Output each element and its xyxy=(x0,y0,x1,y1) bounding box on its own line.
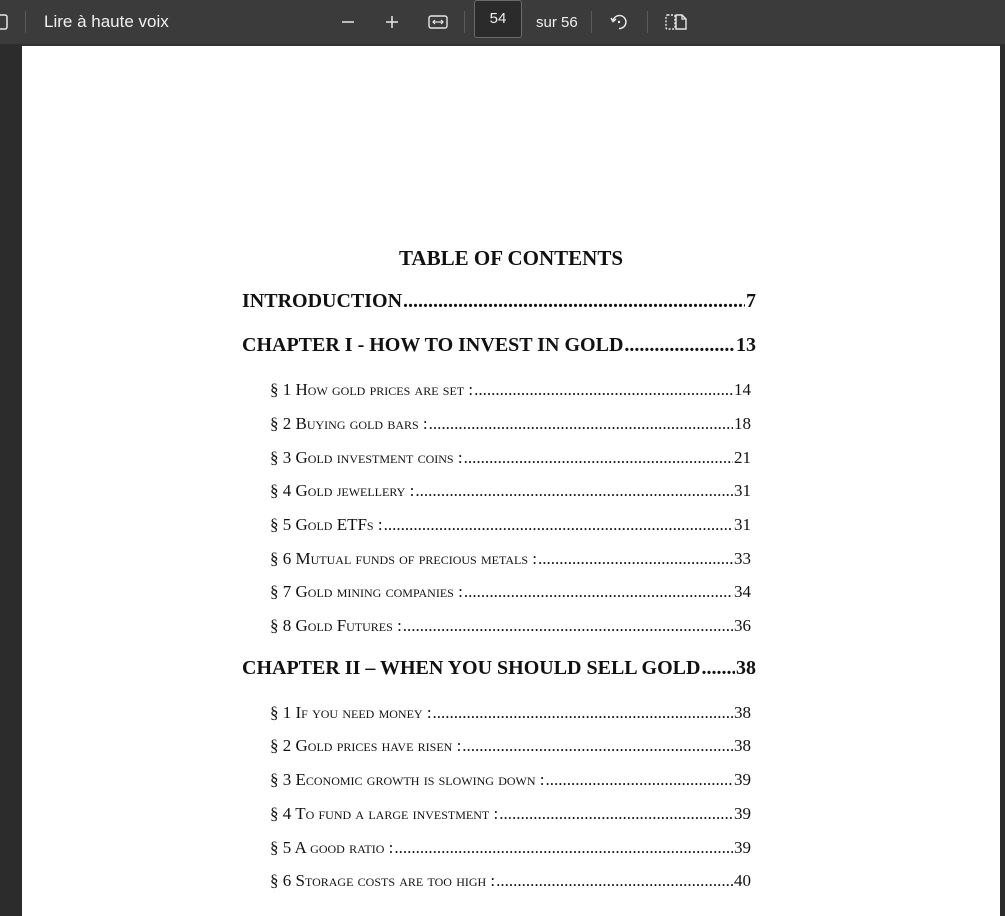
zoom-out-button[interactable] xyxy=(340,0,356,44)
toc-entry-page: 34 xyxy=(734,582,751,601)
page-number-input[interactable] xyxy=(474,0,522,38)
toc-entry-label: § 1 How gold prices are set : xyxy=(270,380,474,399)
read-aloud-button[interactable] xyxy=(44,0,169,44)
toc-entry-page: 40 xyxy=(734,871,751,890)
toc-entry-page: 38 xyxy=(734,736,751,755)
toc-entry[interactable] xyxy=(270,448,751,468)
left-panel-edge xyxy=(0,44,22,916)
toc-entry-label: CHAPTER II – WHEN YOU SHOULD SELL GOLD xyxy=(242,657,701,679)
toc-leader xyxy=(429,414,733,434)
toc-entry-label: § 6 Storage costs are too high : xyxy=(270,871,496,890)
toc-entry[interactable] xyxy=(270,515,751,535)
page-total: sur 56 xyxy=(536,13,578,31)
toc-entry-page: 14 xyxy=(734,380,751,399)
toc-leader xyxy=(499,804,733,824)
toc-leader xyxy=(384,515,733,535)
toc-entry[interactable] xyxy=(270,582,751,602)
toc-leader xyxy=(546,770,733,790)
toc-leader xyxy=(403,290,745,313)
toc-entry[interactable] xyxy=(242,334,756,357)
toc-entry[interactable] xyxy=(270,414,751,434)
toc-entry-page: 39 xyxy=(734,838,751,857)
sidebar-icon xyxy=(0,14,8,30)
toc-entry-page: 7 xyxy=(746,290,756,312)
toc-entry-page: 38 xyxy=(736,657,756,679)
toc-entry-page: 36 xyxy=(734,616,751,635)
toc-leader xyxy=(462,736,733,756)
toc-entry-label: § 4 To fund a large investment : xyxy=(270,804,499,823)
toc-leader xyxy=(701,657,735,680)
toc-leader xyxy=(403,616,733,636)
toc-entry[interactable] xyxy=(270,380,751,400)
toc-entry-label: § 5 Gold ETFs : xyxy=(270,515,383,534)
toolbar-divider xyxy=(591,11,592,33)
toc-leader xyxy=(496,871,733,891)
toc-entry-page: 18 xyxy=(734,414,751,433)
toc-entry[interactable] xyxy=(242,290,756,313)
toolbar-divider xyxy=(25,11,26,33)
toc-entry[interactable] xyxy=(270,549,751,569)
toc-entry-page: 31 xyxy=(734,481,751,500)
toc-title: TABLE OF CONTENTS xyxy=(398,246,624,270)
toc-entry-page: 33 xyxy=(734,549,751,568)
toc-entry-label: § 5 A good ratio : xyxy=(270,838,394,857)
toolbar-divider xyxy=(647,11,648,33)
zoom-in-button[interactable] xyxy=(384,0,400,44)
sidebar-toggle-button[interactable] xyxy=(0,0,8,44)
read-aloud-label: Lire à haute voix xyxy=(44,12,169,31)
toc-entry-label: § 8 Gold Futures : xyxy=(270,616,402,635)
toc-entry-page: 21 xyxy=(734,448,751,467)
toc-entry-label: § 3 Gold investment coins : xyxy=(270,448,463,467)
toc-entry-page: 39 xyxy=(734,770,751,789)
toc-leader xyxy=(464,448,733,468)
fit-width-icon xyxy=(428,14,448,30)
scrollbar-track[interactable] xyxy=(1000,44,1005,916)
fit-width-button[interactable] xyxy=(428,0,448,44)
toc-entry-page: 31 xyxy=(734,515,751,534)
toc-leader xyxy=(394,838,733,858)
toc-entry-label: § 3 Economic growth is slowing down : xyxy=(270,770,545,789)
toc-entry[interactable] xyxy=(270,703,751,723)
plus-icon xyxy=(384,14,400,30)
page-view-icon xyxy=(665,13,687,31)
toc-entry-page: 39 xyxy=(734,804,751,823)
rotate-icon xyxy=(609,12,629,32)
toolbar-divider xyxy=(464,11,465,33)
toc-entry-label: INTRODUCTION xyxy=(242,290,403,312)
toc-entry[interactable] xyxy=(270,481,751,501)
pdf-toolbar xyxy=(0,0,1005,44)
pdf-page xyxy=(22,46,1000,916)
toc-entry[interactable] xyxy=(270,838,751,858)
minus-icon xyxy=(340,14,356,30)
toc-entry[interactable] xyxy=(270,736,751,756)
toc-leader xyxy=(415,481,733,501)
toc-leader xyxy=(624,334,735,357)
toc-entry-label: § 7 Gold mining companies : xyxy=(270,582,463,601)
toc-entry-label: § 2 Buying gold bars : xyxy=(270,414,428,433)
toc-entry[interactable] xyxy=(270,871,751,891)
toc-leader xyxy=(433,703,733,723)
toc-entry-label: § 1 If you need money : xyxy=(270,703,432,722)
toc-entry-label: § 6 Mutual funds of precious metals : xyxy=(270,549,537,568)
toc-entry-page: 13 xyxy=(736,334,756,356)
toc-entry-label: § 4 Gold jewellery : xyxy=(270,481,415,500)
toc-entry[interactable] xyxy=(242,657,756,680)
page-view-button[interactable] xyxy=(665,0,687,44)
toc-leader xyxy=(474,380,733,400)
rotate-button[interactable] xyxy=(609,0,629,44)
toc-leader xyxy=(538,549,733,569)
toc-entry[interactable] xyxy=(270,616,751,636)
toc-entry-label: § 2 Gold prices have risen : xyxy=(270,736,462,755)
toc-entry[interactable] xyxy=(270,770,751,790)
toc-entry-page: 38 xyxy=(734,703,751,722)
toc-leader xyxy=(464,582,733,602)
toc-entry[interactable] xyxy=(270,804,751,824)
toc-entry-label: CHAPTER I - HOW TO INVEST IN GOLD xyxy=(242,334,624,356)
